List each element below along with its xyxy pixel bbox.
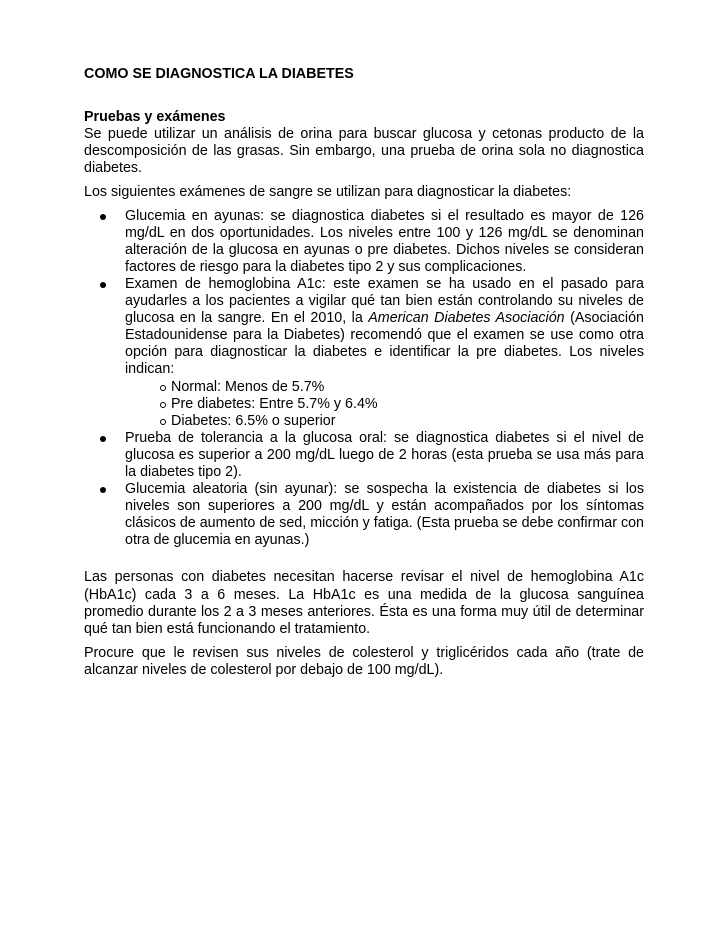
list-item-hba1c [84, 276, 644, 430]
list-item-text: Prueba de tolerancia a la glucosa oral: se diagnostica diabetes si el nivel de glucosa es superior a 200 mg/dL luego de 2 horas (esta prueba se usa más para la diabetes tipo 2). [125, 429, 644, 480]
cholesterol-paragraph: Procure que le revisen sus niveles de colesterol y triglicéridos cada año (trate de alcanzar niveles de colesterol por debajo de 100 mg/dL). [84, 644, 644, 678]
list-item-random-glucose [84, 481, 644, 549]
list-item-text-before: Examen de hemoglobina A1c: este examen se ha usado en el pasado para ayudarles a los pacientes a vigilar qué tan bien están controlando su niveles de glucosa en la sangre. En el 2010, la [125, 275, 644, 327]
circle-bullet-icon [160, 385, 166, 391]
tests-list [84, 208, 644, 550]
sublist-item-prediabetes [125, 396, 644, 413]
intro-paragraph: Se puede utilizar un análisis de orina para buscar glucosa y cetonas producto de la descomposición de las grasas. Sin embargo, una prueba de orina sola no diagnostica diabetes. [84, 126, 644, 177]
document-title: COMO SE DIAGNOSTICA LA DIABETES [84, 66, 354, 82]
sublist-item-text: Pre diabetes: Entre 5.7% y 6.4% [171, 395, 378, 412]
list-item-text-after: (Asociación Estadounidense para la Diabetes) recomendó que el examen se use como otra opción para diagnosticar la diabetes e identificar la pre diabetes. Los niveles indican: [125, 310, 644, 378]
organization-name: American Diabetes Asociación [368, 310, 565, 327]
hba1c-paragraph: Las personas con diabetes necesitan hacerse revisar el nivel de hemoglobina A1c (HbA1c) cada 3 a 6 meses. La HbA1c es una medida de la glucosa sanguínea promedio durante los 2 a 3 meses anteriores. Ésta es una forma muy útil de determinar qué tan bien está funcionando el tratamiento. [84, 569, 644, 637]
sublist-item-normal [125, 379, 644, 396]
list-item-text: Glucemia aleatoria (sin ayunar): se sospecha la existencia de diabetes si los niveles son superiores a 200 mg/dL y están acompañados por los síntomas clásicos de aumento de sed, micción y fatiga. (Esta prueba se debe confirmar con otra de glucemia en ayunas.) [125, 481, 644, 549]
circle-bullet-icon [160, 402, 166, 408]
document-page [84, 66, 644, 679]
blood-tests-intro: Los siguientes exámenes de sangre se utilizan para diagnosticar la diabetes: [84, 184, 572, 201]
list-item-fasting-glucose [84, 208, 644, 276]
bullet-icon [100, 487, 106, 493]
circle-bullet-icon [160, 419, 166, 425]
levels-sublist [125, 379, 644, 430]
list-item-oral-glucose-tolerance [84, 430, 644, 481]
section-heading: Pruebas y exámenes [84, 109, 226, 126]
sublist-item-diabetes [125, 413, 644, 430]
list-item-text: Glucemia en ayunas: se diagnostica diabetes si el resultado es mayor de 126 mg/dL en dos oportunidades. Los niveles entre 100 y 126 mg/dL se denominan alteración de la glucosa en ayunas o pre diabetes. Dichos niveles se consideran factores de riesgo para la diabetes tipo 2 y sus complicaciones. [125, 207, 644, 275]
bullet-icon [100, 436, 106, 442]
bullet-icon [100, 282, 106, 288]
sublist-item-text: Diabetes: 6.5% o superior [171, 412, 336, 429]
sublist-item-text: Normal: Menos de 5.7% [171, 378, 325, 395]
bullet-icon [100, 214, 106, 220]
